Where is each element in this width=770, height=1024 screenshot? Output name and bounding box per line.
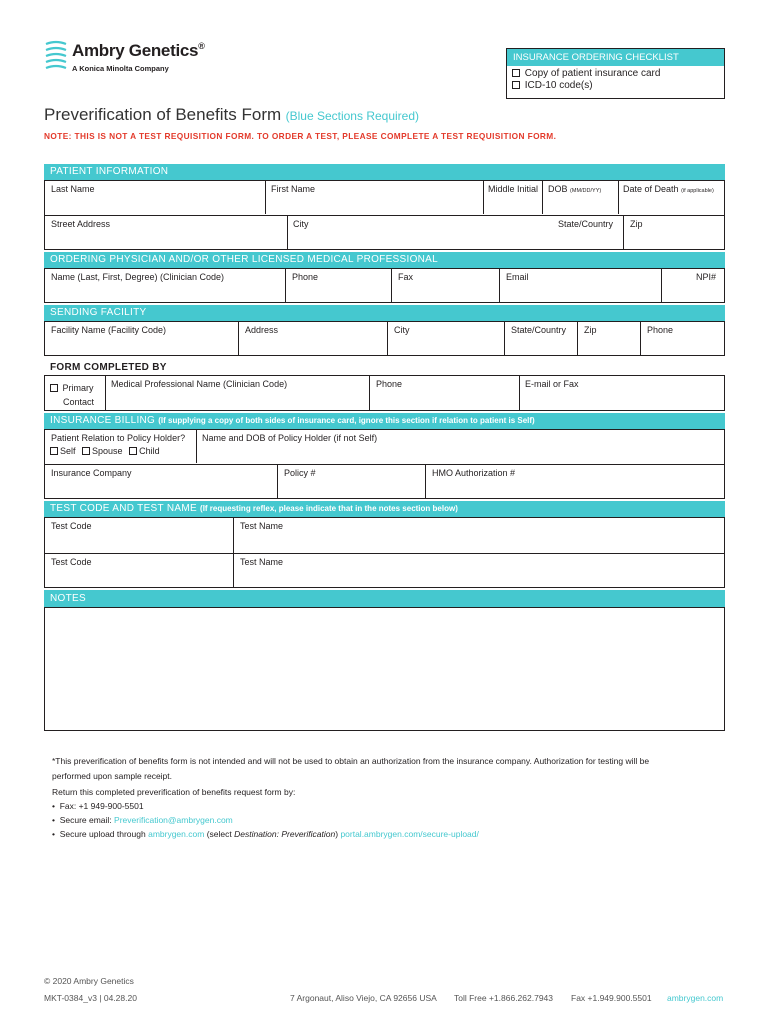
policy-number-field[interactable]: Policy #: [284, 468, 316, 478]
form-note: NOTE: THIS IS NOT A TEST REQUISITION FORM. TO ORDER A TEST, PLEASE COMPLETE A TEST REQUISITION FORM.: [44, 131, 557, 141]
insurance-checklist: [506, 48, 725, 99]
brand-name: Ambry Genetics: [72, 41, 199, 60]
first-name-field[interactable]: First Name: [271, 184, 316, 194]
notes-field[interactable]: [44, 607, 725, 731]
checklist-title: INSURANCE ORDERING CHECKLIST: [507, 49, 724, 66]
zip-field[interactable]: Zip: [630, 219, 643, 229]
checkbox[interactable]: [82, 447, 90, 455]
patient-header: PATIENT INFORMATION: [44, 164, 725, 180]
disclaimer: *This preverification of benefits form is not intended and will not be used to obtain an authorization from the insurance company. Authorization for testing will be performed upon sample receipt.: [52, 756, 650, 781]
checkbox[interactable]: [512, 81, 520, 89]
facility-phone-field[interactable]: Phone: [647, 325, 674, 335]
return-intro: Return this completed preverification of benefits request form by:: [52, 787, 296, 797]
date-of-death-field[interactable]: Date of Death (if applicable): [623, 184, 714, 194]
brand-tagline: A Konica Minolta Company: [72, 64, 169, 73]
checkbox[interactable]: [129, 447, 137, 455]
hmo-auth-field[interactable]: HMO Authorization #: [432, 468, 516, 478]
last-name-field[interactable]: Last Name: [51, 184, 95, 194]
checkbox[interactable]: [512, 69, 520, 77]
upload-link[interactable]: portal.ambrygen.com/secure-upload/: [340, 829, 479, 839]
facility-address-field[interactable]: Address: [245, 325, 279, 335]
logo: [44, 40, 244, 76]
physician-section: [44, 268, 725, 303]
physician-email-field[interactable]: Email: [506, 272, 529, 282]
form-title: Preverification of Benefits Form: [44, 105, 282, 124]
return-upload: • Secure upload through ambrygen.com (select Destination: Preverification) portal.ambrygen.com/secure-upload/: [52, 829, 479, 839]
policy-holder-field[interactable]: Name and DOB of Policy Holder (if not Self): [202, 433, 378, 443]
fax-number: Fax +1.949.900.5501: [571, 993, 652, 1003]
middle-initial-field[interactable]: Middle Initial: [488, 184, 539, 194]
billing-section: [44, 429, 725, 499]
completed-section: [44, 375, 725, 411]
completed-phone-field[interactable]: Phone: [376, 379, 403, 389]
test-code-field[interactable]: Test Code: [51, 521, 92, 531]
state-country-field[interactable]: State/Country: [558, 219, 614, 229]
form-title-note: (Blue Sections Required): [285, 109, 420, 123]
copyright: © 2020 Ambry Genetics: [44, 976, 134, 986]
med-pro-name-field[interactable]: Medical Professional Name (Clinician Code): [111, 379, 288, 389]
brand-reg: ®: [198, 41, 205, 51]
return-fax: • Fax: +1 949-900-5501: [52, 801, 144, 811]
facility-header: SENDING FACILITY: [44, 305, 725, 321]
facility-state-field[interactable]: State/Country: [511, 325, 567, 335]
checkbox[interactable]: [50, 384, 58, 392]
dob-field[interactable]: DOB (MM/DD/YY): [548, 184, 602, 194]
city-field[interactable]: City: [293, 219, 309, 229]
doc-code: MKT-0384_v3 | 04.28.20: [44, 993, 137, 1003]
facility-zip-field[interactable]: Zip: [584, 325, 597, 335]
tests-section: [44, 517, 725, 588]
footer-site-link[interactable]: ambrygen.com: [667, 993, 724, 1003]
tests-header: TEST CODE AND TEST NAME (If requesting reflex, please indicate that in the notes section below): [44, 501, 725, 517]
checkbox[interactable]: [50, 447, 58, 455]
physician-fax-field[interactable]: Fax: [398, 272, 414, 282]
test-code-field[interactable]: Test Code: [51, 557, 92, 567]
toll-free: Toll Free +1.866.262.7943: [454, 993, 554, 1003]
ambry-logo-icon: [44, 40, 68, 72]
completed-header: FORM COMPLETED BY: [50, 362, 167, 373]
company-address: 7 Argonaut, Aliso Viejo, CA 92656 USA: [290, 993, 437, 1003]
relation-options[interactable]: Self Spouse Child: [50, 446, 160, 456]
facility-city-field[interactable]: City: [394, 325, 410, 335]
facility-name-field[interactable]: Facility Name (Facility Code): [51, 325, 167, 335]
return-email: • Secure email: Preverification@ambrygen.com: [52, 815, 233, 825]
facility-section: [44, 321, 725, 356]
physician-phone-field[interactable]: Phone: [292, 272, 319, 282]
email-link[interactable]: Preverification@ambrygen.com: [114, 815, 233, 825]
notes-header: NOTES: [44, 590, 725, 607]
test-name-field[interactable]: Test Name: [240, 521, 284, 531]
site-link[interactable]: ambrygen.com: [148, 829, 205, 839]
patient-section: [44, 180, 725, 250]
test-name-field[interactable]: Test Name: [240, 557, 284, 567]
relation-field: Patient Relation to Policy Holder?: [51, 433, 186, 443]
primary-contact-checkbox[interactable]: Primary Contact: [50, 381, 94, 409]
checklist-item[interactable]: ICD-10 code(s): [507, 80, 724, 91]
billing-header: INSURANCE BILLING (If supplying a copy of both sides of insurance card, ignore this section if relation to patient is Self): [44, 413, 725, 429]
npi-field[interactable]: NPI#: [695, 272, 716, 282]
insurance-company-field[interactable]: Insurance Company: [51, 468, 132, 478]
street-address-field[interactable]: Street Address: [51, 219, 111, 229]
checklist-item[interactable]: Copy of patient insurance card: [507, 68, 724, 79]
physician-name-field[interactable]: Name (Last, First, Degree) (Clinician Code): [51, 272, 225, 282]
physician-header: ORDERING PHYSICIAN AND/OR OTHER LICENSED MEDICAL PROFESSIONAL: [44, 252, 725, 268]
completed-email-fax-field[interactable]: E-mail or Fax: [525, 379, 579, 389]
